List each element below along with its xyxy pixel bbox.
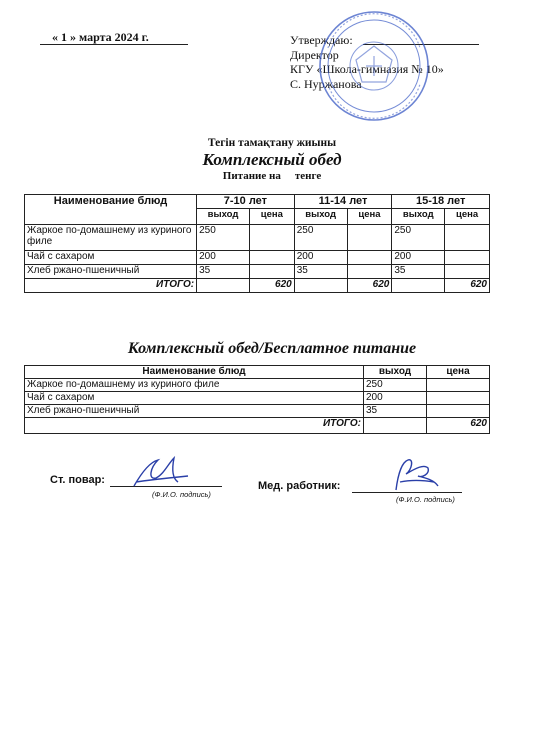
menu-table-by-age: [24, 194, 490, 293]
total-value: 620: [249, 279, 294, 293]
cell-output: 250: [197, 225, 250, 251]
cell-price: [427, 405, 490, 418]
approval-heading: Утверждаю:: [290, 33, 353, 47]
cell-price: [249, 251, 294, 265]
cell-price: [445, 265, 490, 279]
total-value: 620: [445, 279, 490, 293]
menu-table-free-meal: [24, 365, 490, 434]
date-underline: [40, 44, 188, 45]
total-label: ИТОГО:: [25, 279, 197, 293]
table-row: [25, 392, 490, 405]
col-output: выход: [294, 209, 347, 225]
total-value: 620: [427, 418, 490, 434]
col-output: выход: [364, 366, 427, 379]
dish-name: Хлеб ржано-пшеничный: [25, 265, 197, 279]
col-dish-name: Наименование блюд: [25, 366, 364, 379]
med-caption: (Ф.И.О. подпись): [396, 495, 455, 504]
cell-price: [427, 379, 490, 392]
table-row: [25, 265, 490, 279]
total-value: 620: [347, 279, 392, 293]
cook-signature-icon: [128, 452, 194, 492]
total-row: [25, 418, 490, 434]
cell-price: [445, 225, 490, 251]
cell-output: 35: [392, 265, 445, 279]
cell-output: 35: [197, 265, 250, 279]
col-dish-name: Наименование блюд: [25, 195, 197, 225]
cell-output: 200: [197, 251, 250, 265]
col-output: выход: [197, 209, 250, 225]
col-price: цена: [445, 209, 490, 225]
dish-name: Чай с сахаром: [25, 392, 364, 405]
col-age-11-14: 11-14 лет: [294, 195, 392, 209]
dish-name: Чай с сахаром: [25, 251, 197, 265]
cell-price: [445, 251, 490, 265]
med-signature-icon: [388, 454, 444, 496]
document-date: « 1 » марта 2024 г.: [52, 30, 149, 44]
cell-output: 35: [364, 405, 427, 418]
col-price: цена: [347, 209, 392, 225]
approval-position: Директор: [290, 47, 339, 62]
cook-label: Ст. повар:: [50, 474, 105, 486]
col-age-7-10: 7-10 лет: [197, 195, 295, 209]
total-row: [25, 279, 490, 293]
cell-output: 35: [294, 265, 347, 279]
table-row: [25, 225, 490, 251]
dish-name: Жаркое по-домашнему из куриного филе: [25, 225, 197, 251]
section-title-free-meal: Комплексный обед/Бесплатное питание: [127, 340, 417, 357]
cell-output: 200: [392, 251, 445, 265]
med-worker-label: Мед. работник:: [258, 480, 341, 492]
col-age-15-18: 15-18 лет: [392, 195, 490, 209]
table-row: [25, 405, 490, 418]
cell-output: 250: [392, 225, 445, 251]
approval-person: С. Нуржанова: [290, 76, 362, 91]
dish-name: Жаркое по-домашнему из куриного филе: [25, 379, 364, 392]
cell-output: 200: [364, 392, 427, 405]
cell-output: 200: [294, 251, 347, 265]
price-currency: тенге: [294, 170, 322, 182]
dish-name: Хлеб ржано-пшеничный: [25, 405, 364, 418]
cell-price: [347, 225, 392, 251]
total-label: ИТОГО:: [25, 418, 364, 434]
price-line: [0, 170, 544, 182]
col-price: цена: [249, 209, 294, 225]
official-stamp-icon: [316, 8, 432, 124]
table-row: [25, 379, 490, 392]
approval-organization: КГУ «Школа-гимназия № 10»: [290, 62, 444, 76]
cell-price: [347, 265, 392, 279]
cell-price: [427, 392, 490, 405]
col-price: цена: [427, 366, 490, 379]
cell-output: 250: [364, 379, 427, 392]
cell-price: [249, 265, 294, 279]
table-row: [25, 251, 490, 265]
price-label: Питание на: [222, 170, 281, 182]
cell-price: [249, 225, 294, 251]
cell-output: 250: [294, 225, 347, 251]
title-kazakh: Тегін тамақтану жиыны: [207, 137, 337, 149]
cell-price: [347, 251, 392, 265]
col-output: выход: [392, 209, 445, 225]
cook-caption: (Ф.И.О. подпись): [152, 490, 211, 499]
title-main: Комплексный обед: [202, 150, 342, 169]
